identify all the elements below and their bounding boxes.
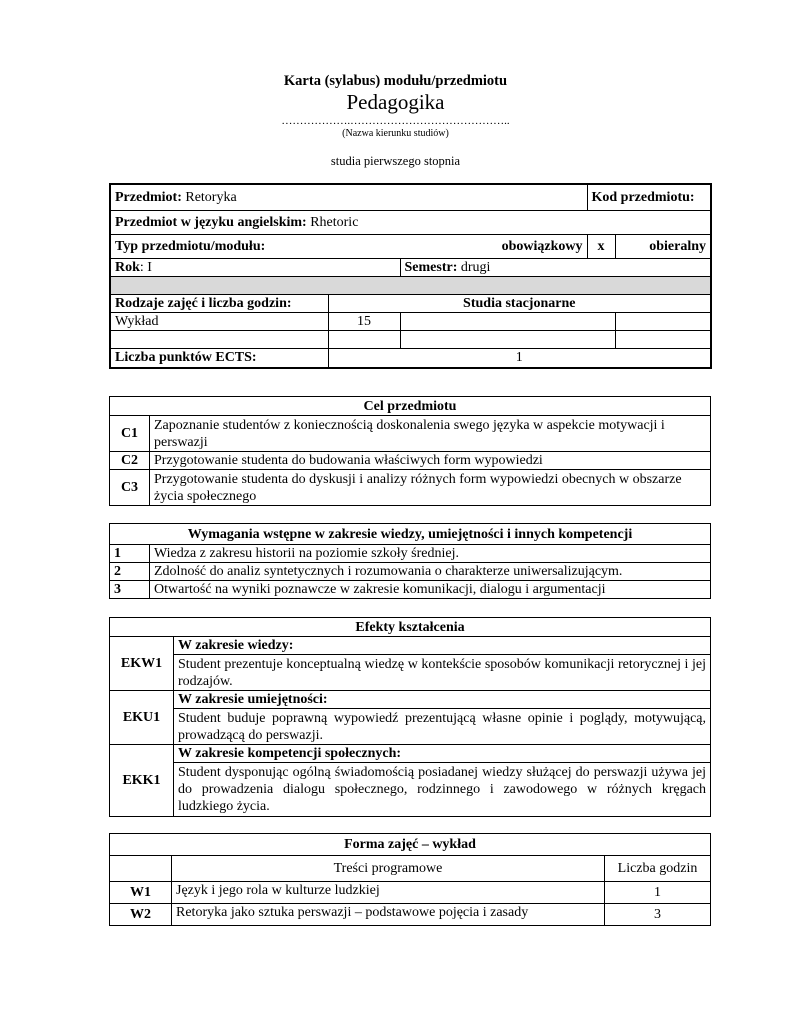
outcome-text: Student prezentuje konceptualną wiedzę w kontekście sposobów komunikacji retorycznej i jej rodzajów.	[174, 655, 711, 691]
semester-cell	[400, 258, 711, 276]
lecture-hours-value: 3	[605, 904, 711, 926]
outcome-heading: W zakresie kompetencji społecznych:	[174, 745, 711, 763]
goal-code: C2	[110, 452, 150, 470]
outcomes-title: Efekty kształcenia	[110, 618, 711, 637]
english-label: Przedmiot w języku angielskim:	[115, 214, 307, 230]
program-dots: ……………….……………………………………..	[281, 115, 510, 127]
requirement-num: 3	[110, 581, 150, 599]
gray-separator	[110, 276, 711, 294]
subject-info-table	[109, 183, 712, 369]
requirement-num: 1	[110, 545, 150, 563]
content-column-header: Treści programowe	[172, 856, 605, 882]
outcome-code: EKW1	[110, 637, 174, 691]
class-types-label: Rodzaje zajęć i liczba godzin:	[110, 294, 328, 312]
goal-text: Zapoznanie studentów z koniecznością doskonalenia swego języka w aspekcie motywacji i perswazji	[150, 416, 711, 452]
program-name: Pedagogika	[346, 90, 445, 114]
document-title: Karta (sylabus) modułu/przedmiotu	[283, 73, 508, 89]
requirement-num: 2	[110, 563, 150, 581]
empty-cell	[615, 312, 711, 330]
subject-label: Przedmiot:	[115, 189, 182, 205]
subject-value: Retoryka	[185, 189, 237, 205]
year-label: Rok	[115, 259, 140, 275]
subject-cell	[110, 184, 587, 210]
study-level: studia pierwszego stopnia	[330, 154, 461, 168]
outcome-text: Student buduje poprawną wypowiedź prezentującą własne opinie i poglądy, motywującą, prowadzącą do perswazji.	[174, 709, 711, 745]
lecture-hours: 15	[328, 312, 400, 330]
lectures-title: Forma zajęć – wykład	[110, 834, 711, 856]
elective-label: obieralny	[615, 234, 711, 258]
lecture-hours-value: 1	[605, 882, 711, 904]
goal-text: Przygotowanie studenta do dyskusji i analizy różnych form wypowiedzi obecnych w obszarze życia społecznego	[150, 470, 711, 506]
requirement-text: Zdolność do analiz syntetycznych i rozumowania o charakterze uniwersalizującym.	[150, 563, 711, 581]
semester-value: drugi	[460, 259, 491, 275]
lecture-code: W2	[110, 904, 172, 926]
goals-title: Cel przedmiotu	[110, 397, 711, 416]
goal-code: C1	[110, 416, 150, 452]
hours-column-header: Liczba godzin	[605, 856, 711, 882]
lecture-label: Wykład	[110, 312, 328, 330]
ects-value: 1	[328, 348, 711, 368]
mandatory-label: obowiązkowy	[400, 234, 587, 258]
goals-table	[109, 396, 711, 506]
type-label: Typ przedmiotu/modułu:	[110, 234, 400, 258]
empty-cell	[110, 330, 328, 348]
year-cell	[110, 258, 400, 276]
empty-cell	[400, 312, 615, 330]
goal-code: C3	[110, 470, 150, 506]
outcome-text: Student dysponując ogólną świadomością posiadanej wiedzy służącej do perswazji używa jej do prowadzenia dialogu społecznego, rodzinnego i zawodowego w różnych kręgach ludzkiego życia.	[174, 763, 711, 817]
requirement-text: Otwartość na wyniki poznawcze w zakresie komunikacji, dialogu i argumentacji	[150, 581, 711, 599]
goal-text: Przygotowanie studenta do budowania właściwych form wypowiedzi	[150, 452, 711, 470]
outcomes-table	[109, 617, 711, 817]
lecture-code: W1	[110, 882, 172, 904]
semester-label: Semestr:	[404, 259, 458, 275]
subject-code-label: Kod przedmiotu:	[587, 184, 711, 210]
english-value: Rhetoric	[310, 214, 359, 230]
lecture-content: Retoryka jako sztuka perswazji – podstawowe pojęcia i zasady	[172, 904, 605, 926]
study-mode-header: Studia stacjonarne	[328, 294, 711, 312]
english-name-cell	[110, 210, 711, 234]
lecture-content: Język i jego rola w kulturze ludzkiej	[172, 882, 605, 904]
empty-cell	[615, 330, 711, 348]
empty-cell	[328, 330, 400, 348]
requirements-title: Wymagania wstępne w zakresie wiedzy, umiejętności i innych kompetencji	[110, 524, 711, 545]
lectures-table	[109, 833, 711, 926]
program-note: (Nazwa kierunku studiów)	[342, 128, 449, 139]
outcome-heading: W zakresie wiedzy:	[174, 637, 711, 655]
requirements-table	[109, 523, 711, 599]
outcome-code: EKU1	[110, 691, 174, 745]
requirement-text: Wiedza z zakresu historii na poziomie szkoły średniej.	[150, 545, 711, 563]
ects-label: Liczba punktów ECTS:	[110, 348, 328, 368]
empty-cell	[400, 330, 615, 348]
year-value: : I	[139, 259, 152, 275]
empty-cell	[110, 856, 172, 882]
mandatory-mark: x	[587, 234, 615, 258]
outcome-code: EKK1	[110, 745, 174, 817]
outcome-heading: W zakresie umiejętności:	[174, 691, 711, 709]
